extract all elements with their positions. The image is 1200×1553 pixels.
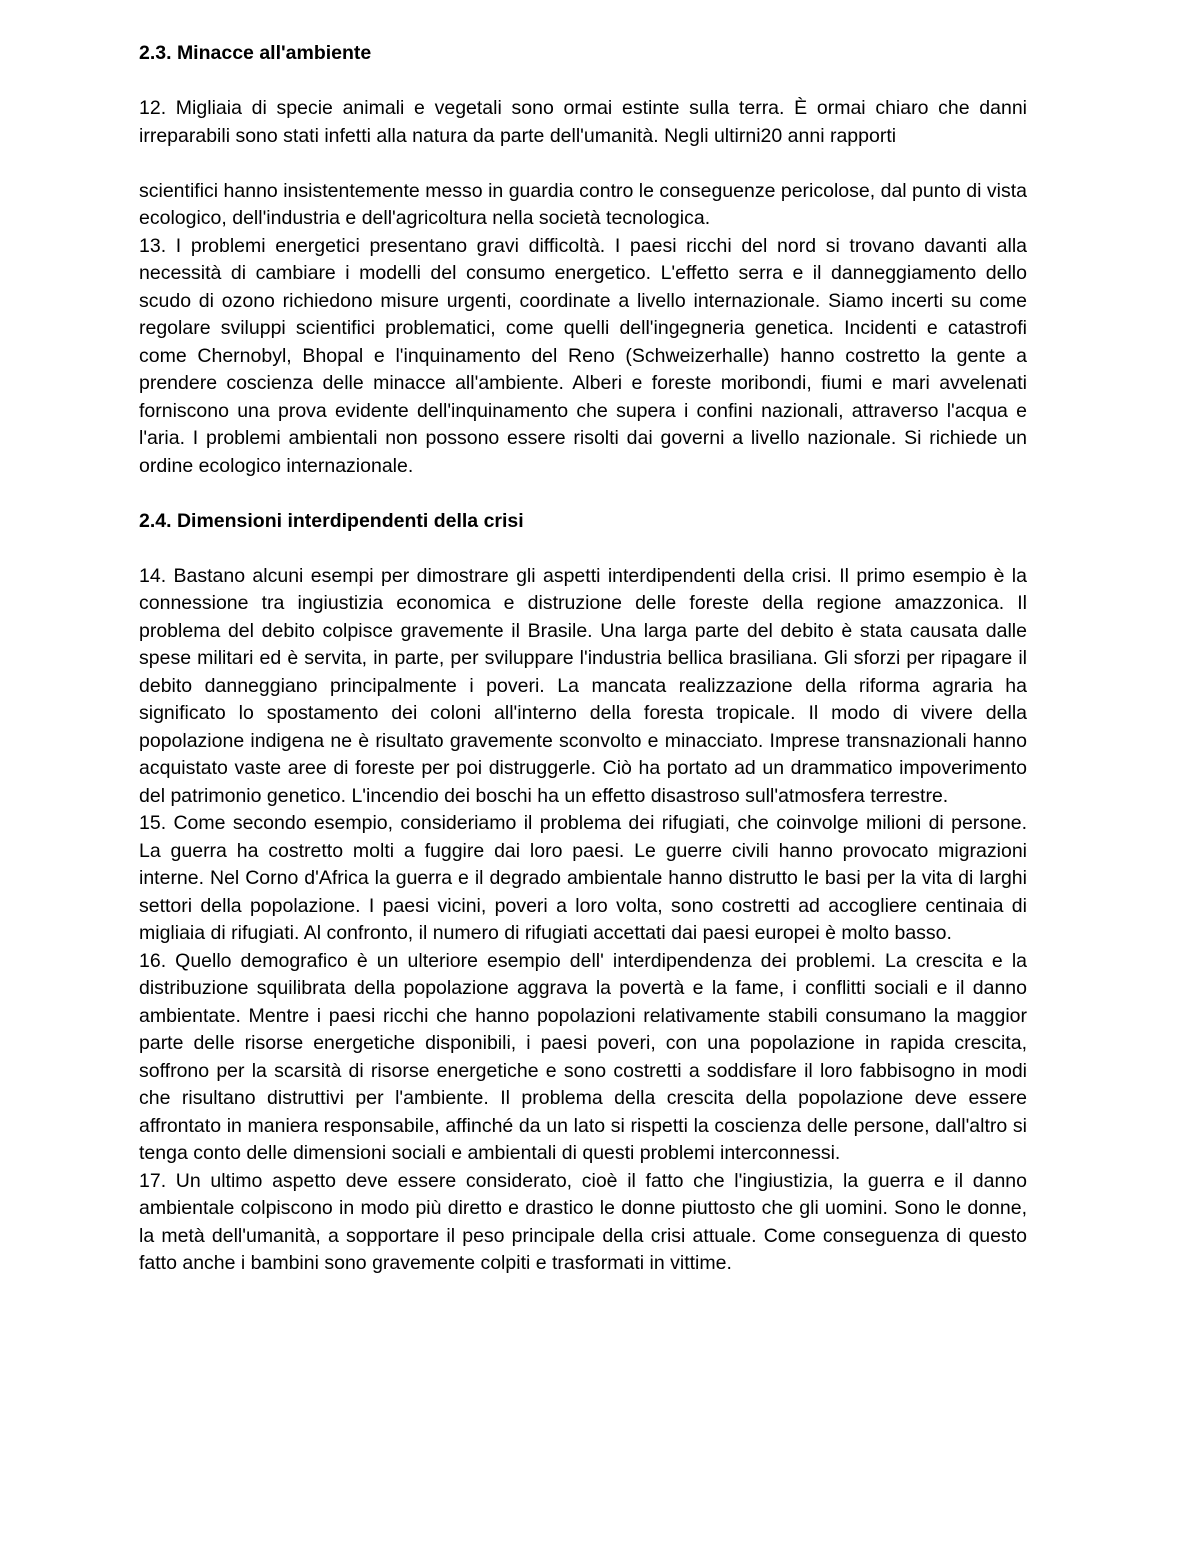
paragraph-16: 16. Quello demografico è un ulteriore esempio dell' interdipendenza dei problemi. La crescita e la distribuzione squilibrata della popolazione aggrava la povertà e la fame, i conflitti sociali e il danno ambientate. Mentre i paesi ricchi che hanno popolazioni relativamente stabili consumano la maggior parte delle risorse energetiche disponibili, i paesi poveri, con una popolazione in rapida crescita, soffrono per la scarsità di risorse energetiche e sono costretti a soddisfare il loro fabbisogno in modi che risultano distruttivi per l'ambiente. Il problema della crescita della popolazione deve essere affrontato in maniera responsabile, affinché da un lato si rispetti la coscienza delle persone, dall'altro si tenga conto delle dimensioni sociali e ambientali di questi problemi interconnessi. bbox=[139, 949, 1027, 1164]
document-page bbox=[139, 40, 1027, 1278]
paragraph-13: 13. I problemi energetici presentano gravi difficoltà. I paesi ricchi del nord si trovano davanti alla necessità di cambiare i modelli del consumo energetico. L'effetto serra e il danneggiamento dello scudo di ozono richiedono misure urgenti, coordinate a livello internazionale. Siamo incerti su come regolare sviluppi scientifici problematici, come quelli dell'ingegneria genetica. Incidenti e catastrofi come Chernobyl, Bhopal e l'inquinamento del Reno (Schweizerhalle) hanno costretto la gente a prendere coscienza delle minacce all'ambiente. Alberi e foreste moribondi, fiumi e mari avvelenati forniscono una prova evidente dell'inquinamento che supera i confini nazionali, attraverso l'acqua e l'aria. I problemi ambientali non possono essere risolti dai governi a livello nazionale. Si richiede un ordine ecologico internazionale. bbox=[139, 234, 1027, 477]
section-heading-2-3: 2.3. Minacce all'ambiente bbox=[139, 42, 372, 64]
paragraph-12-part-2: scientifici hanno insistentemente messo in guardia contro le conseguenze pericolose, dal punto di vista ecologico, dell'industria e dell'agricoltura nella società tecnologica. bbox=[139, 179, 1027, 229]
paragraph-15: 15. Come secondo esempio, consideriamo il problema dei rifugiati, che coinvolge milioni di persone. La guerra ha costretto molti a fuggire dai loro paesi. Le guerre civili hanno provocato migrazioni interne. Nel Corno d'Africa la guerra e il degrado ambientale hanno distrutto le basi per la vita di larghi settori della popolazione. I paesi vicini, poveri a loro volta, sono costretti ad accogliere centinaia di migliaia di rifugiati. Al confronto, il numero di rifugiati accettati dai paesi europei è molto basso. bbox=[139, 812, 1027, 944]
paragraph-12-part-1: 12. Migliaia di specie animali e vegetali sono ormai estinte sulla terra. È ormai chiaro che danni irreparabili sono stati infetti alla natura da parte dell'umanità. Negli ultirni20 anni rapporti bbox=[139, 97, 1027, 147]
blank-line bbox=[139, 535, 1027, 563]
section-heading-2-4: 2.4. Dimensioni interdipendenti della crisi bbox=[139, 509, 524, 532]
paragraph-17: 17. Un ultimo aspetto deve essere considerato, cioè il fatto che l'ingiustizia, la guerra e il danno ambientale colpiscono in modo più diretto e drastico le donne piuttosto che gli uomini. Sono le donne, la metà dell'umanità, a sopportare il peso principale della crisi attuale. Come conseguenza di questo fatto anche i bambini sono gravemente colpiti e trasformati in vittime. bbox=[139, 1169, 1027, 1274]
blank-line bbox=[139, 150, 1027, 178]
paragraph-14: 14. Bastano alcuni esempi per dimostrare gli aspetti interdipendenti della crisi. Il primo esempio è la connessione tra ingiustizia economica e distruzione delle foreste della regione amazzonica. Il problema del debito colpisce gravemente il Brasile. Una larga parte del debito è stata causata dalle spese militari ed è servita, in parte, per sviluppare l'industria bellica brasiliana. Gli sforzi per ripagare il debito danneggiano principalmente i poveri. La mancata realizzazione della riforma agraria ha significato lo spostamento dei coloni all'interno della foresta tropicale. Il modo di vivere della popolazione indigena ne è risultato gravemente sconvolto e minacciato. Imprese transnazionali hanno acquistato vaste aree di foreste per poi distruggerle. Ciò ha portato ad un drammatico impoverimento del patrimonio genetico. L'incendio dei boschi ha un effetto disastroso sull'atmosfera terrestre. bbox=[139, 564, 1027, 807]
blank-line bbox=[139, 480, 1027, 508]
blank-line bbox=[139, 68, 1027, 96]
